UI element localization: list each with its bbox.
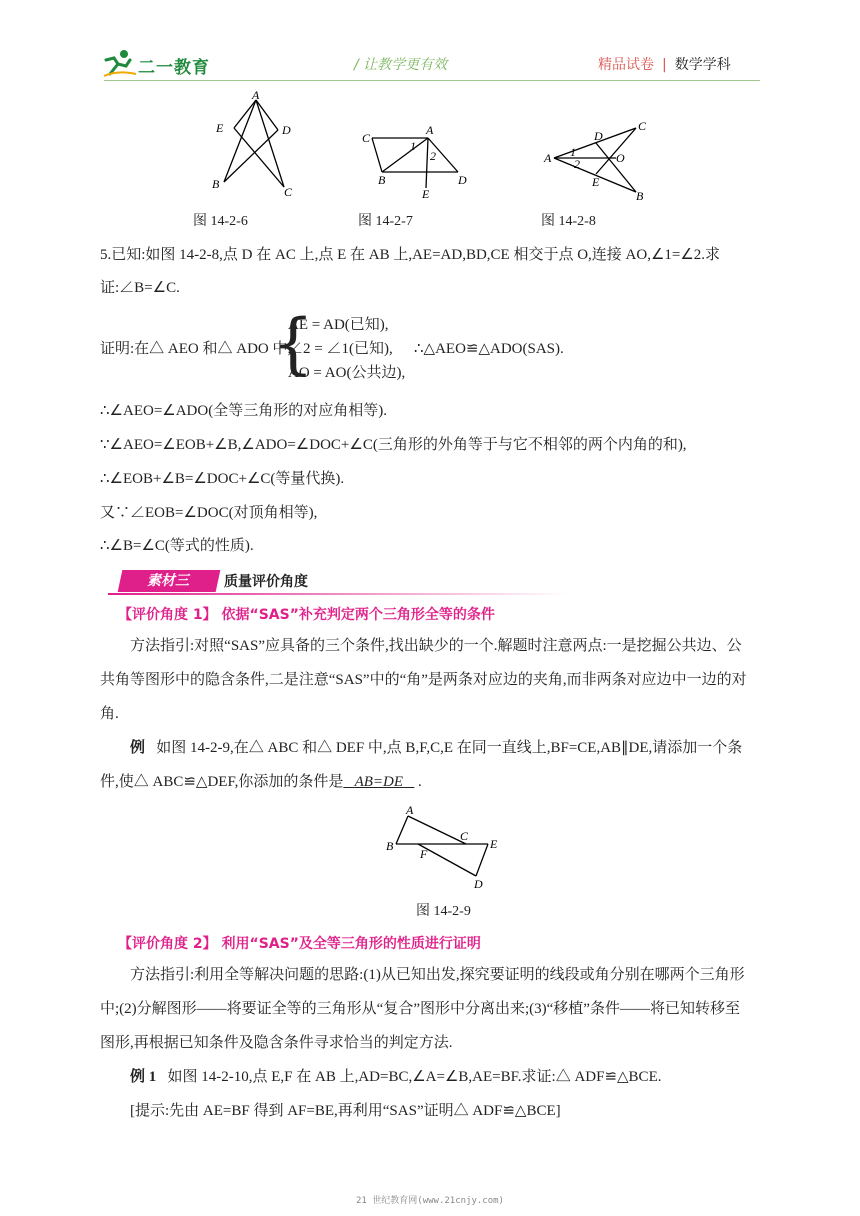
section-tag: 素材三 [118,570,221,592]
proof-prefix: 证明:在△ AEO 和△ ADO 中, [100,341,292,357]
fig9-label-b: B [386,839,394,853]
fig6-label-c: C [284,185,293,199]
angle1-method-line2: 共角等图形中的隐含条件,二是注意“SAS”中的“角”是两条对应边的夹角,而非两条对应边中一边的对 [100,672,747,688]
slogan: / 让教学更有效 [354,57,448,73]
fig6-label-b: B [212,177,220,191]
angle2-method-line3: 图形,再根据已知条件及隐含条件寻求恰当的判定方法. [100,1035,453,1051]
proof-step1: ∴∠AEO=∠ADO(全等三角形的对应角相等). [100,403,387,419]
angle1-example-line1 [130,737,742,759]
header-label-quality: 精品试卷 [598,57,654,73]
proof-step5: ∴∠B=∠C(等式的性质). [100,538,254,554]
example1-text: 如图 14-2-10,点 E,F 在 AB 上,AD=BC,∠A=∠B,AE=BF.求证:△ ADF≌△BCE. [167,1069,662,1085]
fig8-label-a: A [544,151,552,165]
proof-case3: AO = AO(公共边), [288,365,406,381]
proof-brace: { [272,305,314,382]
example-answer: AB=DE [354,774,404,790]
fig9-label-d: D [474,877,483,891]
header-separator: | [662,57,667,73]
fig6-label-a: A [252,90,260,102]
section-banner [100,568,740,594]
fig9-label-a: A [406,806,414,817]
proof-case2: ∠2 = ∠1(已知), [288,341,393,357]
angle1-example-line2 [100,771,422,793]
fig7-label-1: 1 [410,139,416,153]
header-labels [598,54,731,74]
angle2-method-line2: 中;(2)分解图形——将要证全等的三角形从“复合”图形中分离出来;(3)“移植”条件——将已知转移至 [100,1001,740,1017]
fig7-label-b: B [378,173,386,187]
fig9-label-c: C [460,829,469,843]
proof-step3: ∴∠EOB+∠B=∠DOC+∠C(等量代换). [100,471,345,487]
example-period: . [418,774,422,790]
page-footer: 21 世纪教育网(www.21cnjy.com) [356,1196,504,1206]
fig8-label-c: C [638,119,647,133]
fig8-label-d: D [594,129,603,143]
fig7-label-d: D [458,173,467,187]
logo [104,48,234,82]
problem5-line2: 证:∠B=∠C. [100,280,180,296]
header-label-subject: 数学学科 [674,57,731,73]
proof-step2: ∵∠AEO=∠EOB+∠B,∠ADO=∠DOC+∠C(三角形的外角等于与它不相邻的两个内角的和), [100,437,687,453]
fig8-label-1: 1 [570,145,576,159]
figure-caption-14-2-8: 图 14-2-8 [541,214,596,229]
proof-case1: AE = AD(已知), [288,317,389,333]
angle2-heading: 【评价角度 2】 利用“SAS”及全等三角形的性质进行证明 [118,936,481,952]
proof-conclusion: ∴△AEO≌△ADO(SAS). [414,341,564,357]
example-text-1: 如图 14-2-9,在△ ABC 和△ DEF 中,点 B,F,C,E 在同一直线上,BF=CE,AB∥DE,请添加一个条 [156,740,743,756]
figure-caption-14-2-9: 图 14-2-9 [416,904,471,919]
example1-label: 例 1 [130,1069,157,1085]
fig6-label-d: D [282,123,291,137]
angle2-example-line1 [130,1066,661,1088]
fig8-label-e: E [592,175,600,189]
figure-14-2-9 [380,806,510,892]
header-divider [104,80,760,81]
section-title: 质量评价角度 [224,574,308,590]
example-label: 例 [130,740,146,756]
fig9-label-e: E [490,837,498,851]
figure-caption-14-2-7: 图 14-2-7 [358,214,413,229]
angle2-hint: [提示:先由 AE=BF 得到 AF=BE,再利用“SAS”证明△ ADF≌△BCE] [130,1103,561,1119]
fig9-label-f: F [420,847,428,861]
fig8-label-b: B [636,189,644,203]
section-underline [108,593,568,595]
fig8-label-2: 2 [574,157,580,171]
figure-14-2-6 [206,90,306,200]
runner-logo-icon [104,48,138,78]
fig7-label-2: 2 [430,149,436,163]
angle1-method-line3: 角. [100,706,119,722]
angle1-heading: 【评价角度 1】 依据“SAS”补充判定两个三角形全等的条件 [118,607,495,623]
proof-step4: 又∵∠EOB=∠DOC(对顶角相等), [100,505,318,521]
figure-14-2-7 [358,120,478,200]
example-text-2: 件,使△ ABC≌△DEF,你添加的条件是 [100,774,344,790]
angle1-method-line1: 方法指引:对照“SAS”应具备的三个条件,找出缺少的一个.解题时注意两点:一是挖掘公共边、公 [130,638,742,654]
fig7-label-c: C [362,131,371,145]
figure-caption-14-2-6: 图 14-2-6 [193,214,248,229]
fig7-label-e: E [422,187,430,200]
angle2-method-line1: 方法指引:利用全等解决问题的思路:(1)从已知出发,探究要证明的线段或角分别在哪两个三角形 [130,967,745,983]
figure-14-2-8 [540,118,660,204]
fig7-label-a: A [426,123,434,137]
problem5-line1: 5.已知:如图 14-2-8,点 D 在 AC 上,点 E 在 AB 上,AE=AD,BD,CE 相交于点 O,连接 AO,∠1=∠2.求 [100,247,721,263]
logo-text: 二一教育 [138,58,210,78]
fig8-label-o: O [616,151,625,165]
fig6-label-e: E [216,121,224,135]
